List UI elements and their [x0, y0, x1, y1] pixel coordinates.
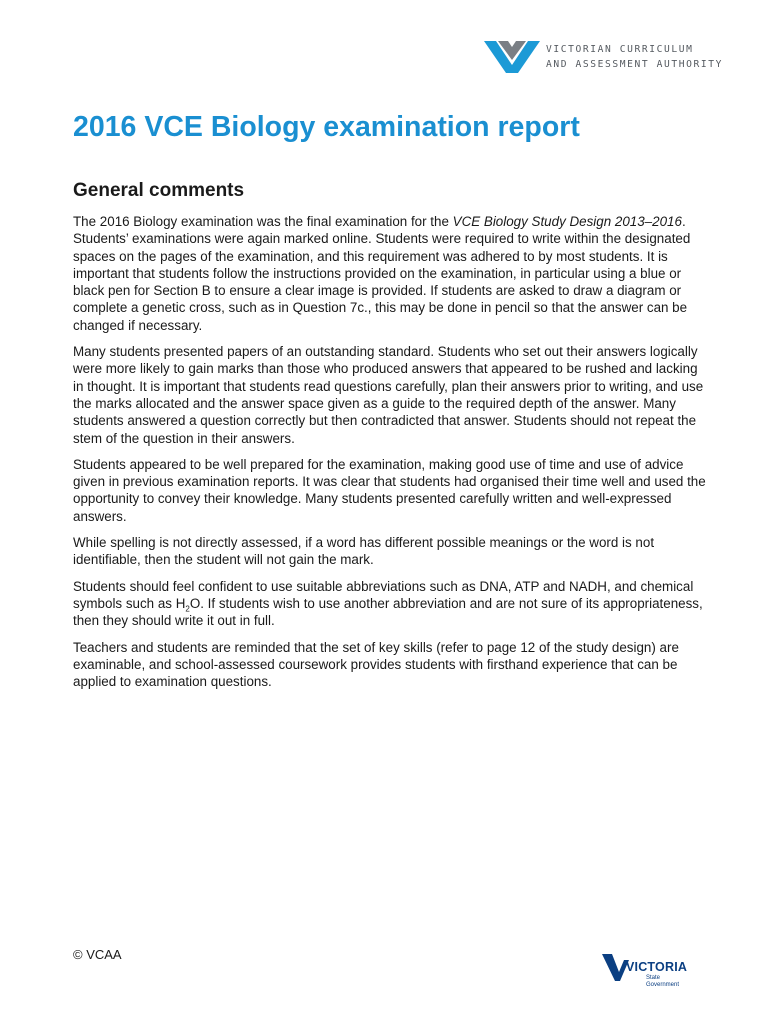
- page-title: 2016 VCE Biology examination report: [73, 111, 580, 143]
- paragraph-2: Many students presented papers of an outstanding standard. Students who set out their answers logically were more likely to gain marks than those who produced answers that appeared to be rushed and lacking in thought. It is important that students read questions carefully, plan their answers prior to writing, and use the marks allocated and the answer space given as a guide to the required depth of the answer. Many students answered a question correctly but then contradicted that answer. Students should not repeat the stem of the question in their answers.: [73, 344, 704, 446]
- paragraph-5: [73, 578, 707, 630]
- paragraph-1-part1: The 2016 Biology examination was the final examination for the: [73, 214, 453, 229]
- footer-copyright: © VCAA: [73, 947, 122, 962]
- paragraph-3: Students appeared to be well prepared for the examination, making good use of time and use of advice given in previous examination reports. It was clear that students had organised their time well and used the opportunity to convey their knowledge. Many students presented carefully written and well-expressed answers.: [73, 456, 706, 524]
- victoria-sub-line2: Government: [646, 981, 680, 988]
- paragraph-1-part2: . Students’ examinations were again marked online. Students were required to write within the designated spaces on the pages of the examination, and this requirement was adhered to by most students. It is important that students follow the instructions provided on the examination, in particular using a blue or black pen for Section B to ensure a clear image is provided. If students are asked to draw a diagram or complete a genetic cross, such as in Question 7c., this may be done in pencil so that the answer can be changed if necessary.: [73, 214, 691, 333]
- victoria-sub-line1: State: [646, 975, 661, 981]
- paragraph-5-part2: O. If students wish to use another abbreviation and are not sure of its appropriateness, then they should write it out in full.: [73, 595, 703, 629]
- paragraph-6: Teachers and students are reminded that the set of key skills (refer to page 12 of the study design) are examinable, and school-assessed coursework provides students with firsthand experience that can be applied to examination questions.: [73, 639, 679, 690]
- victoria-subtext: [646, 975, 679, 988]
- vcaa-logo-line2: AND ASSESSMENT AUTHORITY: [546, 59, 724, 70]
- study-design-title: VCE Biology Study Design 2013–2016: [452, 214, 682, 229]
- paragraph-5-part1: Students should feel confident to use suitable abbreviations such as DNA, ATP and NADH, and chemical symbols such as H: [73, 578, 694, 611]
- paragraph-4: While spelling is not directly assessed, if a word has different possible meanings or the word is not identifiable, then the student will not gain the mark.: [73, 535, 655, 568]
- vcaa-chevron-icon: [484, 38, 540, 74]
- paragraph-1: [73, 213, 707, 334]
- vcaa-logo-text: [546, 42, 723, 72]
- vcaa-logo: [484, 38, 724, 78]
- section-heading-general-comments: General comments: [73, 180, 245, 201]
- victoria-wordmark: VICTORIA: [626, 960, 688, 974]
- subscript-2: 2: [185, 604, 190, 614]
- vcaa-logo-line1: VICTORIAN CURRICULUM: [546, 44, 694, 55]
- body-text: [73, 213, 707, 699]
- victoria-state-government-logo: [602, 952, 698, 992]
